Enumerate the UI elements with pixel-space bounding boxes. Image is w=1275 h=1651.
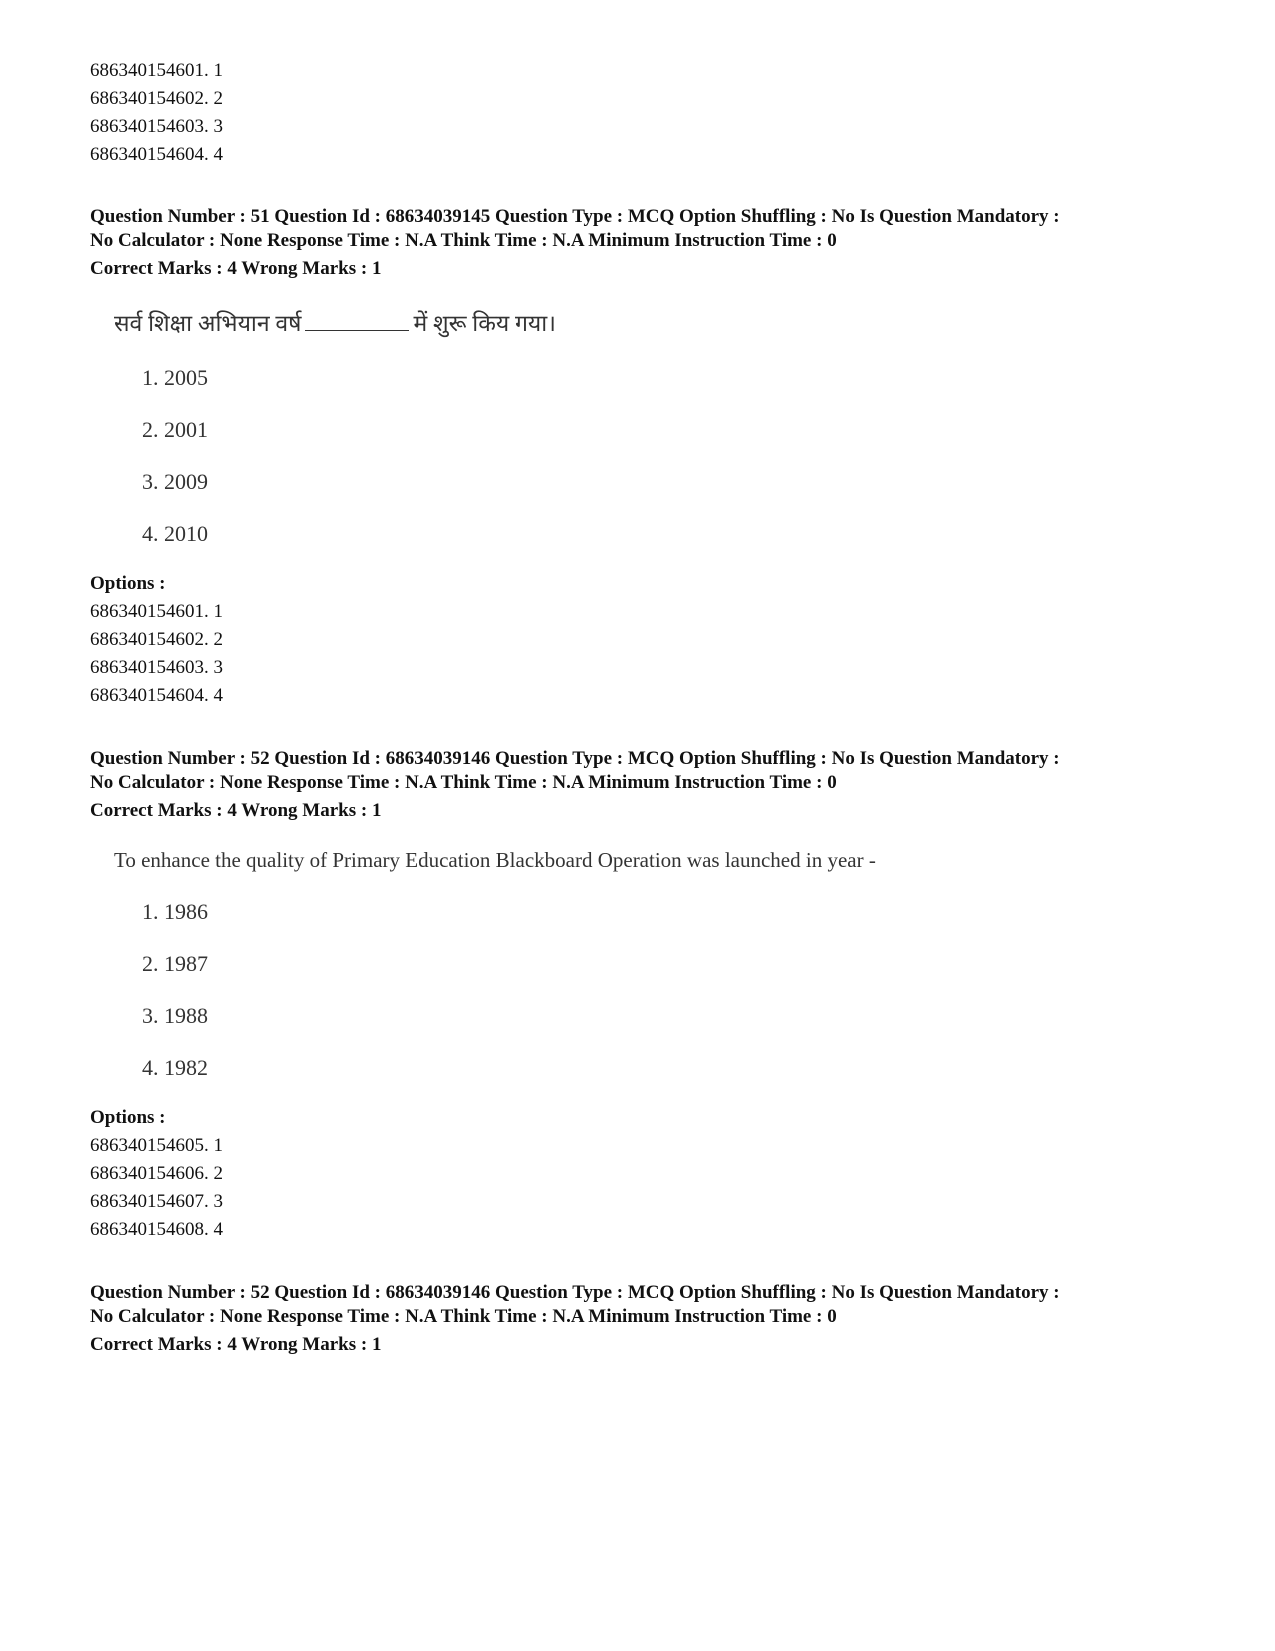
question-52-text	[114, 845, 876, 875]
question-marks: Correct Marks : 4 Wrong Marks : 1	[90, 1334, 382, 1355]
question-header-line-2: No Calculator : None Response Time : N.A Think Time : N.A Minimum Instruction Time : 0	[90, 1306, 837, 1327]
choice-item: 4. 1982	[142, 1055, 208, 1080]
question-header-line-1: Question Number : 51 Question Id : 68634039145 Question Type : MCQ Option Shuffling : No Is Question Mandatory :	[90, 206, 1060, 227]
question-52-repeat-header	[90, 1281, 1060, 1357]
question-text-part-1: सर्व शिक्षा अभियान वर्ष	[114, 311, 302, 336]
choice-item: 3. 2009	[142, 469, 208, 494]
question-header-line-2: No Calculator : None Response Time : N.A Think Time : N.A Minimum Instruction Time : 0	[90, 772, 837, 793]
question-52-options	[90, 1104, 223, 1244]
option-line: 686340154602. 2	[90, 88, 223, 109]
choice-item: 4. 2010	[142, 521, 208, 546]
question-51-header	[90, 205, 1060, 281]
question-marks: Correct Marks : 4 Wrong Marks : 1	[90, 258, 382, 279]
option-line: 686340154601. 1	[90, 601, 223, 622]
question-header-line-1: Question Number : 52 Question Id : 68634039146 Question Type : MCQ Option Shuffling : No Is Question Mandatory :	[90, 748, 1060, 769]
choice-item: 2. 1987	[142, 951, 208, 976]
top-options-list	[90, 57, 223, 169]
option-line: 686340154603. 3	[90, 657, 223, 678]
option-line: 686340154604. 4	[90, 685, 223, 706]
option-line: 686340154603. 3	[90, 116, 223, 137]
question-marks: Correct Marks : 4 Wrong Marks : 1	[90, 800, 382, 821]
options-label: Options :	[90, 573, 166, 594]
question-header-line-1: Question Number : 52 Question Id : 68634039146 Question Type : MCQ Option Shuffling : No Is Question Mandatory :	[90, 1282, 1060, 1303]
choice-item: 1. 2005	[142, 365, 208, 390]
option-line: 686340154608. 4	[90, 1219, 223, 1240]
question-text: To enhance the quality of Primary Education Blackboard Operation was launched in year -	[114, 848, 876, 872]
question-51-text	[114, 308, 556, 339]
fill-in-blank	[305, 308, 409, 331]
question-52-header	[90, 747, 1060, 823]
option-line: 686340154604. 4	[90, 144, 223, 165]
choice-item: 2. 2001	[142, 417, 208, 442]
choice-item: 1. 1986	[142, 899, 208, 924]
options-label: Options :	[90, 1107, 166, 1128]
question-header-line-2: No Calculator : None Response Time : N.A Think Time : N.A Minimum Instruction Time : 0	[90, 230, 837, 251]
option-line: 686340154605. 1	[90, 1135, 223, 1156]
option-line: 686340154607. 3	[90, 1191, 223, 1212]
choice-item: 3. 1988	[142, 1003, 208, 1028]
question-text-part-2: में शुरू किय गया।	[413, 311, 556, 336]
question-51-options	[90, 570, 223, 710]
option-line: 686340154606. 2	[90, 1163, 223, 1184]
option-line: 686340154602. 2	[90, 629, 223, 650]
option-line: 686340154601. 1	[90, 60, 223, 81]
